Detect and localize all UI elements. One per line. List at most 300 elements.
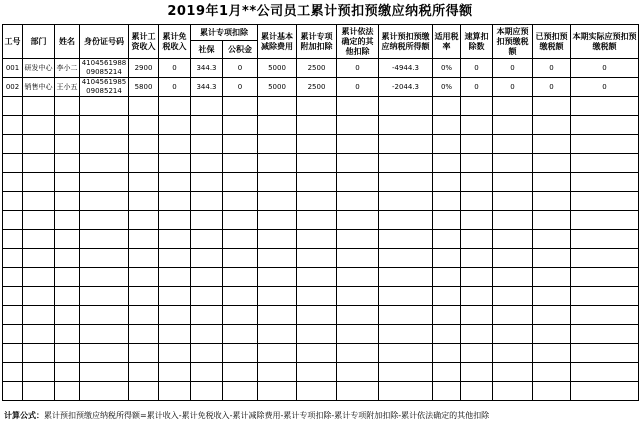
cell-special-add[interactable] [297, 211, 337, 230]
cell-special-add[interactable]: 2500 [297, 59, 337, 78]
cell-prepaid[interactable] [533, 287, 571, 306]
cell-prepaid[interactable] [533, 211, 571, 230]
cell-cum-income[interactable] [129, 344, 159, 363]
cell-due[interactable] [493, 287, 533, 306]
cell-prepaid[interactable] [533, 382, 571, 401]
cell-social[interactable] [191, 344, 223, 363]
cell-quick[interactable]: 0 [461, 78, 493, 97]
cell-prepaid[interactable] [533, 306, 571, 325]
cell-basic-deduct[interactable] [258, 249, 297, 268]
cell-cum-income[interactable] [129, 230, 159, 249]
cell-special-add[interactable] [297, 363, 337, 382]
cell-social[interactable]: 344.3 [191, 59, 223, 78]
cell-basic-deduct[interactable] [258, 135, 297, 154]
cell-id-no[interactable] [80, 97, 129, 116]
cell-special-add[interactable] [297, 192, 337, 211]
cell-social[interactable] [191, 135, 223, 154]
cell-social[interactable] [191, 230, 223, 249]
cell-cum-exempt[interactable] [159, 382, 191, 401]
cell-emp-no[interactable] [3, 173, 23, 192]
cell-id-no[interactable] [80, 306, 129, 325]
cell-special-add[interactable] [297, 382, 337, 401]
cell-basic-deduct[interactable] [258, 97, 297, 116]
cell-taxable[interactable] [379, 287, 433, 306]
cell-quick[interactable] [461, 344, 493, 363]
cell-dept[interactable] [23, 363, 55, 382]
cell-dept[interactable] [23, 211, 55, 230]
cell-cum-income[interactable]: 2900 [129, 59, 159, 78]
cell-dept[interactable] [23, 173, 55, 192]
cell-rate[interactable] [433, 230, 461, 249]
cell-due[interactable] [493, 173, 533, 192]
cell-cum-income[interactable] [129, 287, 159, 306]
cell-cum-income[interactable] [129, 363, 159, 382]
cell-cum-exempt[interactable] [159, 211, 191, 230]
cell-taxable[interactable] [379, 97, 433, 116]
cell-cum-exempt[interactable] [159, 173, 191, 192]
cell-basic-deduct[interactable] [258, 173, 297, 192]
cell-social[interactable] [191, 268, 223, 287]
cell-due[interactable] [493, 363, 533, 382]
cell-name[interactable] [55, 382, 80, 401]
cell-prepaid[interactable] [533, 135, 571, 154]
cell-dept[interactable] [23, 135, 55, 154]
cell-prepaid[interactable] [533, 344, 571, 363]
cell-basic-deduct[interactable] [258, 325, 297, 344]
cell-quick[interactable] [461, 249, 493, 268]
cell-rate[interactable] [433, 287, 461, 306]
cell-other-deduct[interactable] [337, 116, 379, 135]
cell-fund[interactable] [223, 325, 258, 344]
cell-name[interactable] [55, 268, 80, 287]
cell-social[interactable] [191, 211, 223, 230]
cell-social[interactable] [191, 173, 223, 192]
cell-fund[interactable] [223, 97, 258, 116]
cell-dept[interactable] [23, 249, 55, 268]
cell-cum-exempt[interactable] [159, 154, 191, 173]
cell-taxable[interactable] [379, 306, 433, 325]
cell-taxable[interactable] [379, 268, 433, 287]
cell-prepaid[interactable] [533, 116, 571, 135]
cell-dept[interactable] [23, 268, 55, 287]
cell-prepaid[interactable]: 0 [533, 78, 571, 97]
cell-rate[interactable] [433, 211, 461, 230]
cell-due[interactable] [493, 97, 533, 116]
cell-emp-no[interactable] [3, 249, 23, 268]
cell-prepaid[interactable] [533, 154, 571, 173]
cell-other-deduct[interactable] [337, 230, 379, 249]
cell-emp-no[interactable] [3, 230, 23, 249]
cell-quick[interactable] [461, 154, 493, 173]
cell-social[interactable]: 344.3 [191, 78, 223, 97]
cell-rate[interactable] [433, 363, 461, 382]
cell-emp-no[interactable] [3, 192, 23, 211]
cell-name[interactable] [55, 249, 80, 268]
cell-fund[interactable]: 0 [223, 78, 258, 97]
cell-fund[interactable]: 0 [223, 59, 258, 78]
cell-id-no[interactable] [80, 382, 129, 401]
cell-dept[interactable]: 研发中心 [23, 59, 55, 78]
cell-prepaid[interactable] [533, 192, 571, 211]
cell-rate[interactable] [433, 325, 461, 344]
cell-social[interactable] [191, 154, 223, 173]
cell-emp-no[interactable]: 002 [3, 78, 23, 97]
cell-emp-no[interactable] [3, 287, 23, 306]
cell-name[interactable] [55, 192, 80, 211]
cell-social[interactable] [191, 325, 223, 344]
cell-cum-exempt[interactable] [159, 230, 191, 249]
cell-due[interactable] [493, 344, 533, 363]
cell-id-no[interactable] [80, 116, 129, 135]
cell-id-no[interactable] [80, 211, 129, 230]
cell-social[interactable] [191, 382, 223, 401]
cell-actual[interactable] [571, 382, 639, 401]
cell-prepaid[interactable] [533, 173, 571, 192]
cell-quick[interactable] [461, 97, 493, 116]
cell-dept[interactable] [23, 116, 55, 135]
cell-name[interactable] [55, 306, 80, 325]
cell-social[interactable] [191, 97, 223, 116]
cell-cum-income[interactable] [129, 211, 159, 230]
cell-rate[interactable] [433, 382, 461, 401]
cell-quick[interactable] [461, 230, 493, 249]
cell-special-add[interactable] [297, 135, 337, 154]
cell-special-add[interactable] [297, 97, 337, 116]
cell-due[interactable] [493, 306, 533, 325]
cell-name[interactable] [55, 173, 80, 192]
cell-special-add[interactable] [297, 306, 337, 325]
cell-id-no[interactable]: 410456198809085214 [80, 59, 129, 78]
cell-rate[interactable] [433, 116, 461, 135]
cell-id-no[interactable] [80, 135, 129, 154]
cell-taxable[interactable] [379, 192, 433, 211]
cell-id-no[interactable] [80, 249, 129, 268]
cell-prepaid[interactable]: 0 [533, 59, 571, 78]
cell-cum-exempt[interactable] [159, 97, 191, 116]
cell-quick[interactable] [461, 306, 493, 325]
cell-actual[interactable] [571, 192, 639, 211]
cell-cum-income[interactable] [129, 249, 159, 268]
cell-emp-no[interactable] [3, 116, 23, 135]
cell-rate[interactable] [433, 268, 461, 287]
cell-fund[interactable] [223, 287, 258, 306]
cell-quick[interactable] [461, 268, 493, 287]
cell-basic-deduct[interactable] [258, 192, 297, 211]
cell-emp-no[interactable] [3, 306, 23, 325]
cell-quick[interactable] [461, 287, 493, 306]
cell-fund[interactable] [223, 173, 258, 192]
cell-due[interactable]: 0 [493, 78, 533, 97]
cell-cum-income[interactable] [129, 173, 159, 192]
cell-special-add[interactable] [297, 344, 337, 363]
cell-basic-deduct[interactable] [258, 363, 297, 382]
cell-cum-income[interactable] [129, 192, 159, 211]
cell-cum-income[interactable] [129, 382, 159, 401]
cell-other-deduct[interactable] [337, 287, 379, 306]
cell-dept[interactable] [23, 344, 55, 363]
cell-due[interactable] [493, 211, 533, 230]
cell-due[interactable] [493, 192, 533, 211]
cell-id-no[interactable] [80, 192, 129, 211]
cell-special-add[interactable] [297, 154, 337, 173]
cell-id-no[interactable] [80, 287, 129, 306]
cell-other-deduct[interactable] [337, 211, 379, 230]
cell-taxable[interactable] [379, 325, 433, 344]
cell-due[interactable] [493, 268, 533, 287]
cell-special-add[interactable] [297, 116, 337, 135]
cell-name[interactable] [55, 230, 80, 249]
cell-taxable[interactable]: -4944.3 [379, 59, 433, 78]
cell-other-deduct[interactable] [337, 268, 379, 287]
cell-emp-no[interactable] [3, 97, 23, 116]
cell-other-deduct[interactable] [337, 154, 379, 173]
cell-name[interactable] [55, 363, 80, 382]
cell-emp-no[interactable] [3, 325, 23, 344]
cell-prepaid[interactable] [533, 249, 571, 268]
cell-cum-exempt[interactable] [159, 363, 191, 382]
cell-social[interactable] [191, 192, 223, 211]
cell-actual[interactable] [571, 116, 639, 135]
cell-id-no[interactable] [80, 268, 129, 287]
cell-emp-no[interactable] [3, 268, 23, 287]
cell-actual[interactable] [571, 363, 639, 382]
cell-rate[interactable] [433, 173, 461, 192]
cell-emp-no[interactable]: 001 [3, 59, 23, 78]
cell-basic-deduct[interactable]: 5000 [258, 59, 297, 78]
cell-fund[interactable] [223, 268, 258, 287]
cell-taxable[interactable] [379, 135, 433, 154]
cell-social[interactable] [191, 306, 223, 325]
cell-actual[interactable] [571, 287, 639, 306]
cell-taxable[interactable] [379, 344, 433, 363]
cell-quick[interactable] [461, 211, 493, 230]
cell-actual[interactable] [571, 249, 639, 268]
cell-basic-deduct[interactable] [258, 154, 297, 173]
cell-dept[interactable] [23, 382, 55, 401]
cell-quick[interactable] [461, 325, 493, 344]
cell-actual[interactable] [571, 173, 639, 192]
cell-special-add[interactable] [297, 268, 337, 287]
cell-cum-income[interactable] [129, 97, 159, 116]
cell-rate[interactable] [433, 135, 461, 154]
cell-special-add[interactable]: 2500 [297, 78, 337, 97]
cell-social[interactable] [191, 287, 223, 306]
cell-cum-exempt[interactable] [159, 116, 191, 135]
cell-cum-income[interactable] [129, 116, 159, 135]
cell-due[interactable] [493, 249, 533, 268]
cell-due[interactable] [493, 154, 533, 173]
cell-name[interactable] [55, 211, 80, 230]
cell-cum-income[interactable] [129, 154, 159, 173]
cell-basic-deduct[interactable] [258, 306, 297, 325]
cell-basic-deduct[interactable] [258, 268, 297, 287]
cell-taxable[interactable] [379, 363, 433, 382]
cell-other-deduct[interactable] [337, 325, 379, 344]
cell-id-no[interactable] [80, 344, 129, 363]
cell-fund[interactable] [223, 344, 258, 363]
cell-taxable[interactable] [379, 173, 433, 192]
cell-cum-exempt[interactable] [159, 325, 191, 344]
cell-taxable[interactable] [379, 230, 433, 249]
cell-emp-no[interactable] [3, 382, 23, 401]
cell-dept[interactable] [23, 192, 55, 211]
cell-cum-exempt[interactable] [159, 249, 191, 268]
cell-due[interactable] [493, 230, 533, 249]
cell-cum-exempt[interactable] [159, 268, 191, 287]
cell-quick[interactable] [461, 173, 493, 192]
cell-prepaid[interactable] [533, 268, 571, 287]
cell-emp-no[interactable] [3, 344, 23, 363]
cell-fund[interactable] [223, 154, 258, 173]
cell-basic-deduct[interactable]: 5000 [258, 78, 297, 97]
cell-basic-deduct[interactable] [258, 382, 297, 401]
cell-rate[interactable] [433, 344, 461, 363]
cell-actual[interactable]: 0 [571, 59, 639, 78]
cell-basic-deduct[interactable] [258, 230, 297, 249]
cell-dept[interactable] [23, 154, 55, 173]
cell-prepaid[interactable] [533, 230, 571, 249]
cell-actual[interactable] [571, 154, 639, 173]
cell-special-add[interactable] [297, 230, 337, 249]
cell-quick[interactable] [461, 116, 493, 135]
cell-other-deduct[interactable] [337, 382, 379, 401]
cell-taxable[interactable] [379, 249, 433, 268]
cell-id-no[interactable] [80, 154, 129, 173]
cell-special-add[interactable] [297, 287, 337, 306]
cell-other-deduct[interactable] [337, 344, 379, 363]
cell-emp-no[interactable] [3, 135, 23, 154]
cell-cum-income[interactable] [129, 135, 159, 154]
cell-name[interactable] [55, 344, 80, 363]
cell-prepaid[interactable] [533, 363, 571, 382]
cell-due[interactable]: 0 [493, 59, 533, 78]
cell-cum-exempt[interactable] [159, 306, 191, 325]
cell-cum-exempt[interactable]: 0 [159, 59, 191, 78]
cell-other-deduct[interactable] [337, 135, 379, 154]
cell-dept[interactable] [23, 306, 55, 325]
cell-id-no[interactable] [80, 230, 129, 249]
cell-due[interactable] [493, 135, 533, 154]
cell-emp-no[interactable] [3, 211, 23, 230]
cell-fund[interactable] [223, 382, 258, 401]
cell-name[interactable] [55, 135, 80, 154]
cell-actual[interactable] [571, 230, 639, 249]
cell-emp-no[interactable] [3, 154, 23, 173]
cell-id-no[interactable] [80, 363, 129, 382]
cell-quick[interactable] [461, 135, 493, 154]
cell-taxable[interactable]: -2044.3 [379, 78, 433, 97]
cell-prepaid[interactable] [533, 97, 571, 116]
cell-due[interactable] [493, 325, 533, 344]
cell-dept[interactable] [23, 287, 55, 306]
cell-fund[interactable] [223, 211, 258, 230]
cell-actual[interactable] [571, 211, 639, 230]
cell-name[interactable] [55, 116, 80, 135]
cell-actual[interactable] [571, 306, 639, 325]
cell-quick[interactable] [461, 382, 493, 401]
cell-social[interactable] [191, 116, 223, 135]
cell-quick[interactable]: 0 [461, 59, 493, 78]
cell-cum-income[interactable] [129, 306, 159, 325]
cell-actual[interactable] [571, 325, 639, 344]
cell-cum-income[interactable] [129, 268, 159, 287]
cell-rate[interactable] [433, 97, 461, 116]
cell-rate[interactable] [433, 306, 461, 325]
cell-other-deduct[interactable] [337, 192, 379, 211]
cell-fund[interactable] [223, 192, 258, 211]
cell-rate[interactable]: 0% [433, 59, 461, 78]
cell-special-add[interactable] [297, 173, 337, 192]
cell-other-deduct[interactable] [337, 363, 379, 382]
cell-actual[interactable] [571, 268, 639, 287]
cell-actual[interactable] [571, 135, 639, 154]
cell-special-add[interactable] [297, 249, 337, 268]
cell-fund[interactable] [223, 249, 258, 268]
cell-taxable[interactable] [379, 382, 433, 401]
cell-dept[interactable]: 销售中心 [23, 78, 55, 97]
cell-basic-deduct[interactable] [258, 116, 297, 135]
cell-actual[interactable] [571, 344, 639, 363]
cell-taxable[interactable] [379, 154, 433, 173]
cell-rate[interactable] [433, 154, 461, 173]
cell-name[interactable] [55, 325, 80, 344]
cell-id-no[interactable]: 410456198509085214 [80, 78, 129, 97]
cell-fund[interactable] [223, 230, 258, 249]
cell-taxable[interactable] [379, 211, 433, 230]
cell-actual[interactable] [571, 97, 639, 116]
cell-special-add[interactable] [297, 325, 337, 344]
cell-other-deduct[interactable] [337, 173, 379, 192]
cell-cum-exempt[interactable] [159, 287, 191, 306]
cell-quick[interactable] [461, 363, 493, 382]
cell-other-deduct[interactable] [337, 97, 379, 116]
cell-rate[interactable] [433, 192, 461, 211]
cell-name[interactable]: 李小二 [55, 59, 80, 78]
cell-cum-income[interactable]: 5800 [129, 78, 159, 97]
cell-cum-exempt[interactable]: 0 [159, 78, 191, 97]
cell-fund[interactable] [223, 363, 258, 382]
cell-social[interactable] [191, 249, 223, 268]
cell-name[interactable] [55, 287, 80, 306]
cell-emp-no[interactable] [3, 363, 23, 382]
cell-basic-deduct[interactable] [258, 287, 297, 306]
cell-prepaid[interactable] [533, 325, 571, 344]
cell-fund[interactable] [223, 116, 258, 135]
cell-quick[interactable] [461, 192, 493, 211]
cell-other-deduct[interactable] [337, 306, 379, 325]
cell-dept[interactable] [23, 97, 55, 116]
cell-due[interactable] [493, 382, 533, 401]
cell-other-deduct[interactable]: 0 [337, 78, 379, 97]
cell-other-deduct[interactable] [337, 249, 379, 268]
cell-fund[interactable] [223, 306, 258, 325]
cell-dept[interactable] [23, 325, 55, 344]
cell-fund[interactable] [223, 135, 258, 154]
cell-rate[interactable]: 0% [433, 78, 461, 97]
cell-name[interactable]: 王小五 [55, 78, 80, 97]
cell-cum-exempt[interactable] [159, 192, 191, 211]
cell-dept[interactable] [23, 230, 55, 249]
cell-rate[interactable] [433, 249, 461, 268]
cell-id-no[interactable] [80, 173, 129, 192]
cell-cum-exempt[interactable] [159, 135, 191, 154]
cell-basic-deduct[interactable] [258, 344, 297, 363]
cell-id-no[interactable] [80, 325, 129, 344]
cell-name[interactable] [55, 97, 80, 116]
cell-cum-income[interactable] [129, 325, 159, 344]
cell-basic-deduct[interactable] [258, 211, 297, 230]
cell-name[interactable] [55, 154, 80, 173]
